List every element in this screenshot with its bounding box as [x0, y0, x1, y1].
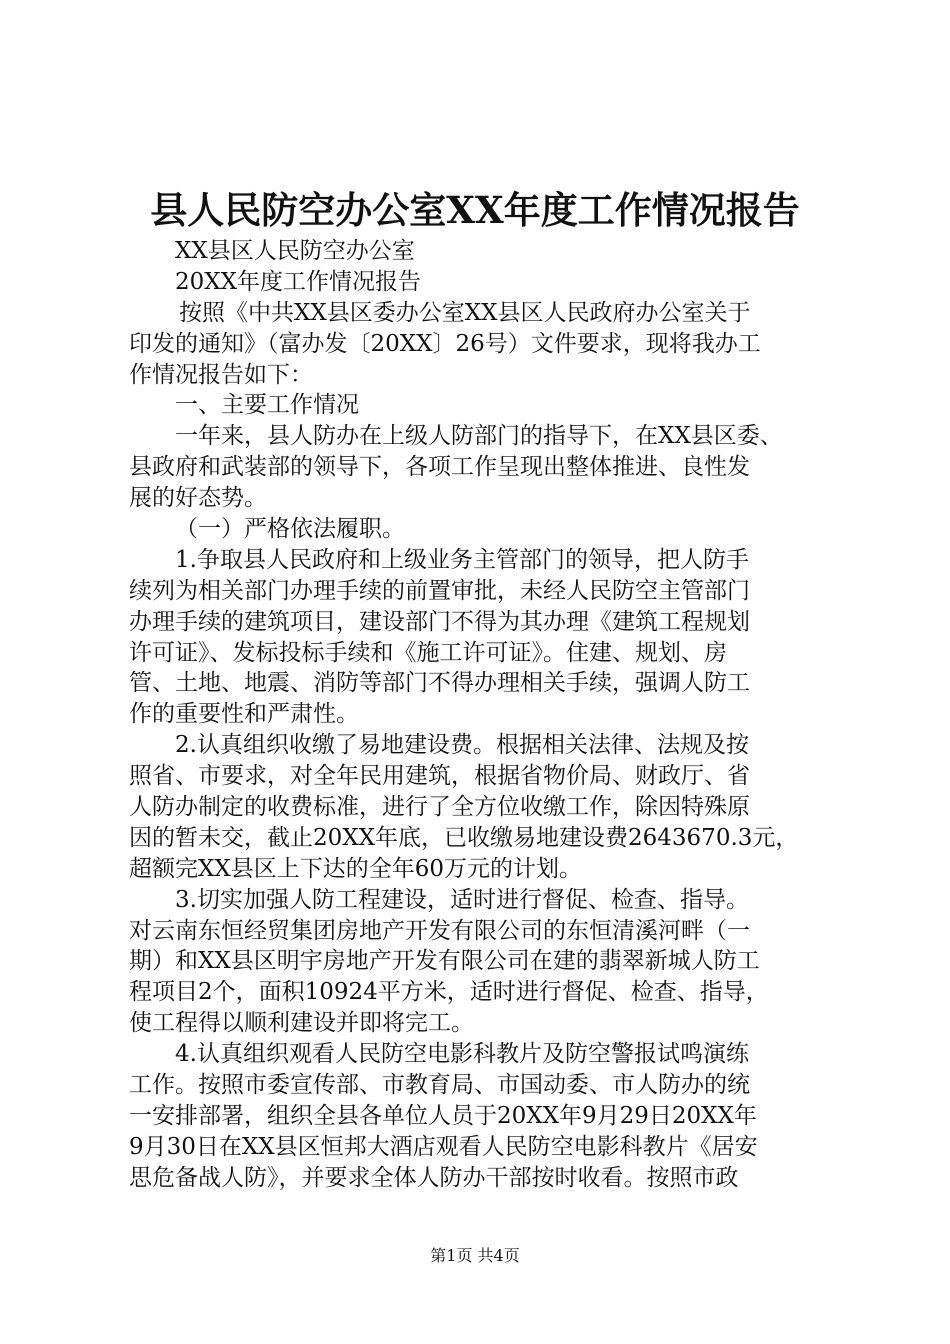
body-line: 许可证》、发标投标手续和《施工许可证》。住建、规划、房 — [129, 639, 727, 666]
body-line: 3.切实加强人防工程建设，适时进行督促、检查、指导。 — [175, 886, 749, 913]
body-line: （一）严格依法履职。 — [175, 516, 405, 543]
body-line: 办理手续的建筑项目，建设部门不得为其办理《建筑工程规划 — [129, 608, 750, 635]
body-line: 展的好态势。 — [129, 485, 267, 512]
body-line: 县政府和武装部的领导下，各项工作呈现出整体推进、良性发 — [129, 454, 750, 481]
body-line: 因的暂未交，截止20XX年底，已收缴易地建设费2643670.3元， — [129, 824, 799, 851]
page-number-footer: 第1页 共4页 — [430, 1246, 520, 1265]
body-line: 思危备战人防》，并要求全体人防办干部按时收看。按照市政 — [129, 1164, 739, 1191]
body-line: 作情况报告如下： — [129, 361, 313, 388]
body-line: 按照《中共XX县区委办公室XX县区人民政府办公室关于 — [179, 299, 751, 326]
body-line: 4.认真组织观看人民防空电影科教片及防空警报试鸣演练 — [175, 1041, 749, 1068]
body-line: 照省、市要求，对全年民用建筑，根据省物价局、财政厅、省 — [129, 763, 750, 790]
body-line: 作的重要性和严肃性。 — [129, 701, 359, 728]
body-line: 使工程得以顺利建设并即将完工。 — [129, 1010, 474, 1037]
body-line: 续列为相关部门办理手续的前置审批，未经人民防空主管部门 — [129, 577, 750, 604]
body-line: 9月30日在XX县区恒邦大酒店观看人民防空电影科教片《居安 — [129, 1133, 758, 1160]
body-line: 人防办制定的收费标准，进行了全方位收缴工作，除因特殊原 — [129, 794, 750, 821]
body-line: 一安排部署，组织全县各单位人员于20XX年9月29日20XX年 — [129, 1102, 757, 1129]
body-line: 2.认真组织收缴了易地建设费。根据相关法律、法规及按 — [175, 732, 749, 759]
body-line: 1.争取县人民政府和上级业务主管部门的领导，把人防手 — [175, 546, 749, 573]
body-line: 工作。按照市委宣传部、市教育局、市国动委、市人防办的统 — [129, 1072, 750, 1099]
body-line: 程项目2个，面积10924平方米，适时进行督促、检查、指导， — [129, 979, 769, 1006]
document-body — [129, 236, 829, 1194]
body-line: 期）和XX县区明宇房地产开发有限公司在建的翡翠新城人防工 — [129, 948, 760, 975]
body-line: 印发的通知》（富办发〔20XX〕26号）文件要求，现将我办工 — [129, 330, 761, 357]
body-line: XX县区人民防空办公室 — [175, 238, 415, 264]
body-line: 对云南东恒经贸集团房地产开发有限公司的东恒清溪河畔（一 — [129, 917, 750, 944]
body-line: 超额完XX县区上下达的全年60万元的计划。 — [129, 855, 583, 882]
body-line: 管、土地、地震、消防等部门不得办理相关手续，强调人防工 — [129, 670, 750, 697]
body-line: 一、主要工作情况 — [175, 392, 359, 419]
document-title: 县人民防空办公室XX年度工作情况报告 — [150, 188, 800, 232]
body-line: 20XX年度工作情况报告 — [175, 268, 422, 295]
body-line: 一年来，县人防办在上级人防部门的指导下，在XX县区委、 — [175, 423, 783, 450]
